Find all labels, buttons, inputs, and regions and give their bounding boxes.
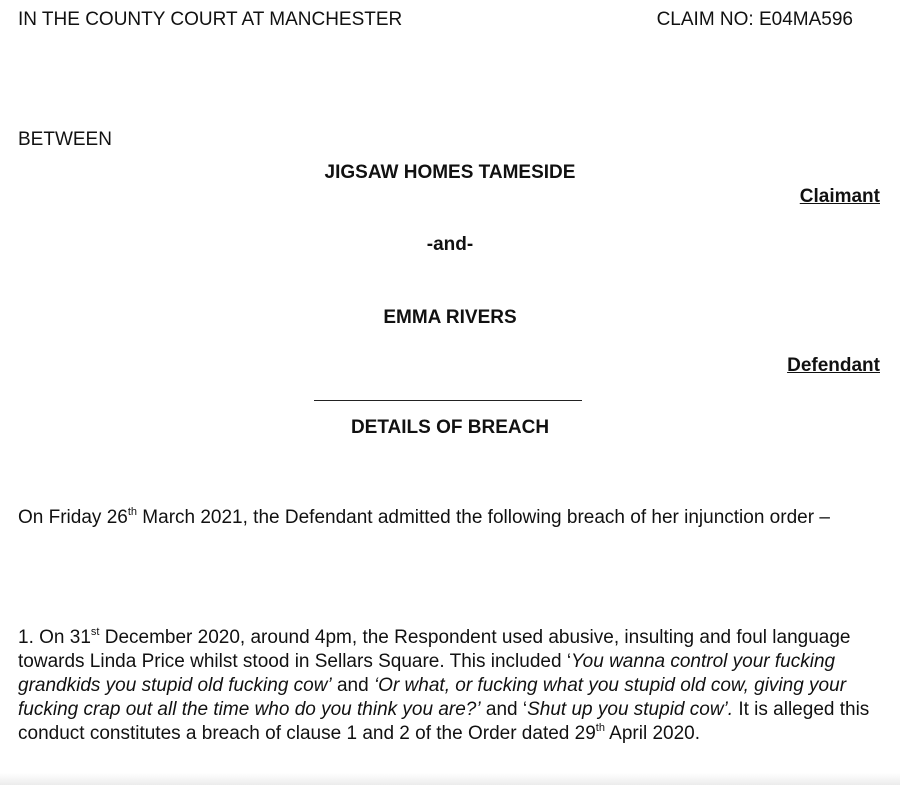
breach-sup-2: th	[595, 722, 605, 734]
breach-number: 1. On 31	[18, 627, 91, 648]
document-title: DETAILS OF BREACH	[350, 417, 550, 438]
court-heading: IN THE COUNTY COURT AT MANCHESTER	[18, 9, 403, 30]
defendant-name: EMMA RIVERS	[383, 307, 517, 328]
breach-quote-3: Shut up you stupid cow’.	[527, 699, 734, 720]
intro-paragraph	[18, 502, 883, 534]
breach-quote-2: ‘Or what, or fucking what you stupid old cow, giving your fucking crap out all the time who do you think you are?’	[18, 675, 847, 720]
intro-sup-1: th	[127, 506, 138, 518]
breach-text-2: and	[331, 675, 374, 696]
breach-text-3: and ‘	[480, 699, 528, 720]
and-separator: -and-	[426, 234, 474, 255]
breach-sup-1: st	[90, 626, 100, 638]
claimant-name: JIGSAW HOMES TAMESIDE	[324, 162, 576, 183]
breach-text-5: April 2020.	[604, 723, 701, 744]
breach-paragraph	[18, 626, 883, 746]
between-label: BETWEEN	[18, 129, 112, 150]
defendant-role: Defendant	[787, 355, 880, 376]
intro-text-1: On Friday 26	[18, 507, 128, 528]
page-bottom-shadow	[0, 773, 900, 785]
breach-quote-1: You wanna control your fucking grandkids you stupid old fucking cow’	[18, 651, 836, 696]
breach-text-4: It is alleged this conduct constitutes a breach of clause 1 and 2 of the Order dated 29	[18, 699, 870, 744]
intro-text-2: March 2021, the Defendant admitted the following breach of her injunction order –	[137, 507, 830, 528]
claimant-role: Claimant	[799, 186, 880, 207]
title-rule	[314, 400, 582, 401]
claim-number: CLAIM NO: E04MA596	[656, 9, 853, 30]
breach-text-1: December 2020, around 4pm, the Respondent used abusive, insulting and foul language towards Linda Price whilst stood in Sellars Square. This included ‘	[18, 627, 851, 672]
